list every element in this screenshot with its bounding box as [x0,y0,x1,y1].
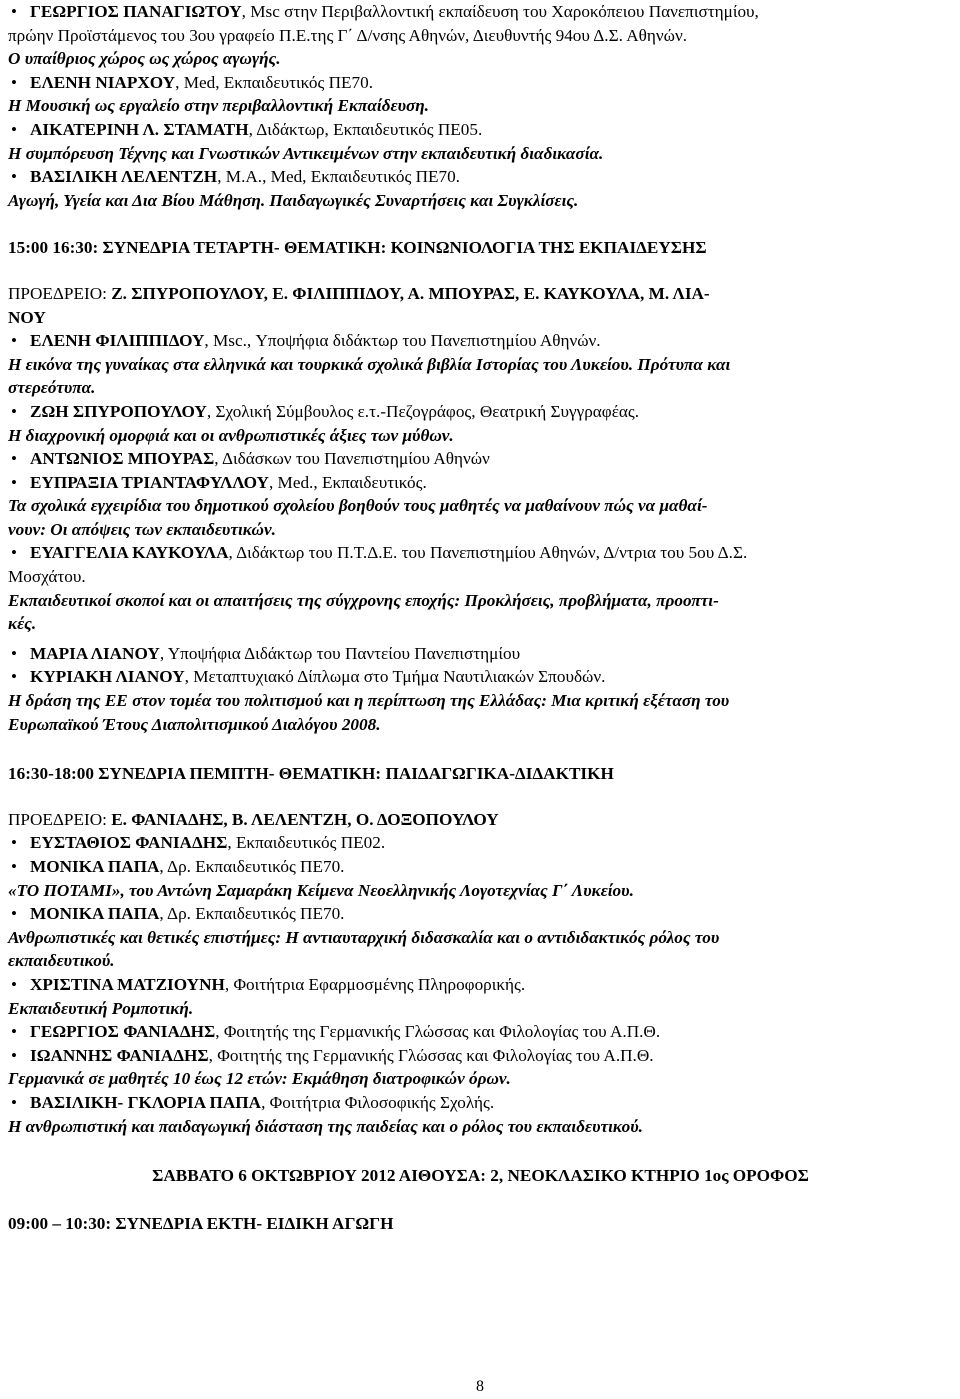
spacer [8,786,953,808]
speaker-entry [8,118,953,142]
speaker-affiliation: , Φοιτητής της Γερμανικής Γλώσσας και Φιλολογίας του Α.Π.Θ. [208,1045,654,1065]
spacer [8,260,953,282]
talk-title: Η εικόνα της γυναίκας στα ελληνικά και τουρκικά σχολικά βιβλία Ιστορίας του Λυκείου. Πρότυπα και [8,354,731,374]
speaker-entry [8,973,953,997]
speaker-affiliation: , Δρ. Εκπαιδευτικός ΠΕ70. [159,857,345,876]
speaker-name: ΖΩΗ ΣΠΥΡΟΠΟΥΛΟΥ [30,401,207,421]
speaker-name: ΧΡΙΣΤΙΝΑ ΜΑΤΖΙΟΥΝΗ [30,974,225,994]
spacer [8,736,953,758]
speaker-name: ΜΟΝΙΚΑ ΠΑΠΑ [30,904,160,924]
speaker-affiliation: , Φοιτήτρια Εφαρμοσμένης Πληροφορικής. [224,974,526,994]
chair-line [8,808,953,832]
talk-title: Αγωγή, Υγεία και Δια Βίου Μάθηση. Παιδαγωγικές Συναρτήσεις και Συγκλίσεις. [8,190,579,210]
speaker-name: ΜΟΝΙΚΑ ΠΑΠΑ [30,857,160,876]
speaker-name: ΕΛΕΝΗ ΝΙΑΡΧΟΥ [30,72,176,92]
speaker-name: ΙΩΑΝΝΗΣ ΦΑΝΙΑΔΗΣ [30,1045,209,1065]
speaker-affiliation-cont: πρώην Προϊστάμενος του 3ου γραφείο Π.Ε.της Γ΄ Δ/νσης Αθηνών, Διευθυντής 94ου Δ.Σ. Αθηνών. [8,25,688,45]
speaker-name: ΕΛΕΝΗ ΦΙΛΙΠΠΙΔΟΥ [30,331,205,351]
talk-title: Ανθρωπιστικές και θετικές επιστήμες: Η αντιαυταρχική διδασκαλία και ο αντιδιδακτικός ρόλος του [8,927,720,947]
talk-title-cont: Ευρωπαϊκού Έτους Διαπολιτισμικού Διαλόγου 2008. [8,714,381,734]
speaker-entry [8,831,953,855]
day-heading: ΣΑΒΒΑΤΟ 6 ΟΚΤΩΒΡΙΟΥ 2012 ΑΙΘΟΥΣΑ: 2, ΝΕΟΚΛΑΣΙΚΟ ΚΤΗΡΙΟ 1ος ΟΡΟΦΟΣ [152,1166,809,1186]
speaker-entry [8,71,953,95]
chair-label: ΠΡΟΕΔΡΕΙΟ: [8,283,112,303]
speaker-entry [8,642,953,666]
speaker-entry [8,329,953,353]
talk-title: Τα σχολικά εγχειρίδια του δημοτικού σχολείου βοηθούν τους μαθητές να μαθαίνουν πώς να μαθαί- [8,496,708,516]
speaker-entry [8,1091,953,1115]
talk-title: Εκπαιδευτικοί σκοποί και οι απαιτήσεις της σύγχρονης εποχής: Προκλήσεις, προβλήματα, προοπτι- [8,590,719,610]
session-heading: 16:30-18:00 ΣΥΝΕΔΡΙΑ ΠΕΜΠΤΗ- ΘΕΜΑΤΙΚΗ: ΠΑΙΔΑΓΩΓΙΚΑ-ΔΙΔΑΚΤΙΚΗ [8,764,614,784]
speaker-entry [8,1020,953,1044]
speaker-affiliation: , Εκπαιδευτικός ΠΕ02. [227,833,386,853]
speaker-affiliation: , Msc., Υποψήφια διδάκτωρ του Πανεπιστημίου Αθηνών. [204,331,601,351]
spacer [8,212,953,234]
speaker-name: ΕΥΣΤΑΘΙΟΣ ΦΑΝΙΑΔΗΣ [30,833,228,853]
chair-names: Ζ. ΣΠΥΡΟΠΟΥΛΟΥ, Ε. ΦΙΛΙΠΠΙΔΟΥ, Α. ΜΠΟΥΡΑΣ, Ε. ΚΑΥΚΟΥΛΑ, Μ. ΛΙΑ- [111,283,710,303]
session-heading: 09:00 – 10:30: ΣΥΝΕΔΡΙΑ ΕΚΤΗ- ΕΙΔΙΚΗ ΑΓΩΓΗ [8,1213,394,1233]
spacer [8,1138,953,1160]
spacer [8,1188,953,1210]
speaker-affiliation: , Msc στην Περιβαλλοντική εκπαίδευση του Χαροκόπειου Πανεπιστημίου, [241,2,759,21]
talk-title: Ο υπαίθριος χώρος ως χώρος αγωγής. [8,49,281,69]
chair-names-cont: ΝΟΥ [8,307,46,327]
session-heading: 15:00 16:30: ΣΥΝΕΔΡΙΑ ΤΕΤΑΡΤΗ- ΘΕΜΑΤΙΚΗ: ΚΟΙΝΩΝΙΟΛΟΓΙΑ ΤΗΣ ΕΚΠΑΙΔΕΥΣΗΣ [8,238,707,258]
page-number: 8 [476,1378,484,1395]
speaker-affiliation: , Σχολική Σύμβουλος ε.τ.-Πεζογράφος, Θεατρική Συγγραφέας. [206,401,640,421]
speaker-affiliation: , Med, Εκπαιδευτικός ΠΕ70. [175,72,373,92]
speaker-entry [8,541,953,565]
speaker-name: ΜΑΡΙΑ ΛΙΑΝΟΥ [30,643,160,663]
speaker-name: ΓΕΩΡΓΙΟΣ ΦΑΝΙΑΔΗΣ [30,1022,216,1042]
speaker-name: ΕΥΠΡΑΞΙΑ ΤΡΙΑΝΤΑΦΥΛΛΟΥ [30,472,269,492]
talk-title: Η Μουσική ως εργαλείο στην περιβαλλοντική Εκπαίδευση. [8,96,429,116]
speaker-affiliation: , Δρ. Εκπαιδευτικός ΠΕ70. [159,904,345,924]
speaker-affiliation: , Διδάκτωρ, Εκπαιδευτικός ΠΕ05. [248,119,483,139]
talk-title: Εκπαιδευτική Ρομποτική. [8,998,194,1018]
speaker-entry [8,471,953,495]
speaker-affiliation: , Φοιτητής της Γερμανικής Γλώσσας και Φιλολογίας του Α.Π.Θ. [215,1022,661,1042]
chair-label: ΠΡΟΕΔΡΕΙΟ: [8,809,112,829]
talk-title: Η συμπόρευση Τέχνης και Γνωστικών Αντικειμένων στην εκπαιδευτική διαδικασία. [8,143,604,163]
speaker-affiliation-cont: Μοσχάτου. [8,567,86,587]
document-page [8,0,953,1235]
speaker-name: ΒΑΣΙΛΙΚΗ ΛΕΛΕΝΤΖΗ [30,167,218,187]
talk-title: Η διαχρονική ομορφιά και οι ανθρωπιστικές άξιες των μύθων. [8,425,454,445]
speaker-affiliation: , Φοιτήτρια Φιλοσοφικής Σχολής. [261,1092,495,1112]
chair-line [8,282,953,306]
speaker-affiliation: , Υποψήφια Διδάκτωρ του Παντείου Πανεπιστημίου [159,643,521,663]
speaker-entry [8,665,953,689]
speaker-entry [8,0,953,24]
speaker-entry [8,400,953,424]
talk-title-cont: νουν: Οι απόψεις των εκπαιδευτικών. [8,519,276,539]
talk-title-cont: εκπαιδευτικού. [8,951,115,971]
speaker-entry [8,1044,953,1068]
speaker-affiliation: , Μ.Α., Med, Εκπαιδευτικός ΠΕ70. [217,167,460,187]
speaker-entry [8,855,953,879]
talk-title: «ΤΟ ΠΟΤΑΜΙ», του Αντώνη Σαμαράκη Κείμενα Νεοελληνικής Λογοτεχνίας Γ΄ Λυκείου. [8,880,634,900]
speaker-name: ΑΙΚΑΤΕΡΙΝΗ Λ. ΣΤΑΜΑΤΗ [30,119,249,139]
speaker-entry [8,165,953,189]
talk-title: Γερμανικά σε μαθητές 10 έως 12 ετών: Εκμάθηση διατροφικών όρων. [8,1069,511,1089]
speaker-affiliation: , Διδάσκων του Πανεπιστημίου Αθηνών [214,449,490,469]
talk-title: Η δράση της ΕΕ στον τομέα του πολιτισμού και η περίπτωση της Ελλάδας: Μια κριτική εξέταση του [8,691,730,711]
speaker-name: ΒΑΣΙΛΙΚΗ- ΓΚΛΟΡΙΑ ΠΑΠΑ [30,1092,262,1112]
speaker-name: ΚΥΡΙΑΚΗ ΛΙΑΝΟΥ [30,667,185,687]
talk-title-cont: στερεότυπα. [8,378,96,398]
speaker-name: ΑΝΤΩΝΙΟΣ ΜΠΟΥΡΑΣ [30,449,215,469]
speaker-affiliation: , Μεταπτυχιακό Δίπλωμα στο Τμήμα Ναυτιλιακών Σπουδών. [184,667,606,687]
speaker-name: ΓΕΩΡΓΙΟΣ ΠΑΝΑΓΙΩΤΟΥ [30,2,242,21]
speaker-affiliation: , Med., Εκπαιδευτικός. [268,472,427,492]
speaker-name: ΕΥΑΓΓΕΛΙΑ ΚΑΥΚΟΥΛΑ [30,543,229,563]
chair-names: Ε. ΦΑΝΙΑΔΗΣ, Β. ΛΕΛΕΝΤΖΗ, Ο. ΔΟΞΟΠΟΥΛΟΥ [111,809,499,829]
talk-title-cont: κές. [8,614,37,634]
speaker-affiliation: , Διδάκτωρ του Π.Τ.Δ.Ε. του Πανεπιστημίου Αθηνών, Δ/ντρια του 5ου Δ.Σ. [228,543,748,563]
talk-title: Η ανθρωπιστική και παιδαγωγική διάσταση της παιδείας και ο ρόλος του εκπαιδευτικού. [8,1116,643,1136]
speaker-entry [8,447,953,471]
speaker-entry [8,902,953,926]
